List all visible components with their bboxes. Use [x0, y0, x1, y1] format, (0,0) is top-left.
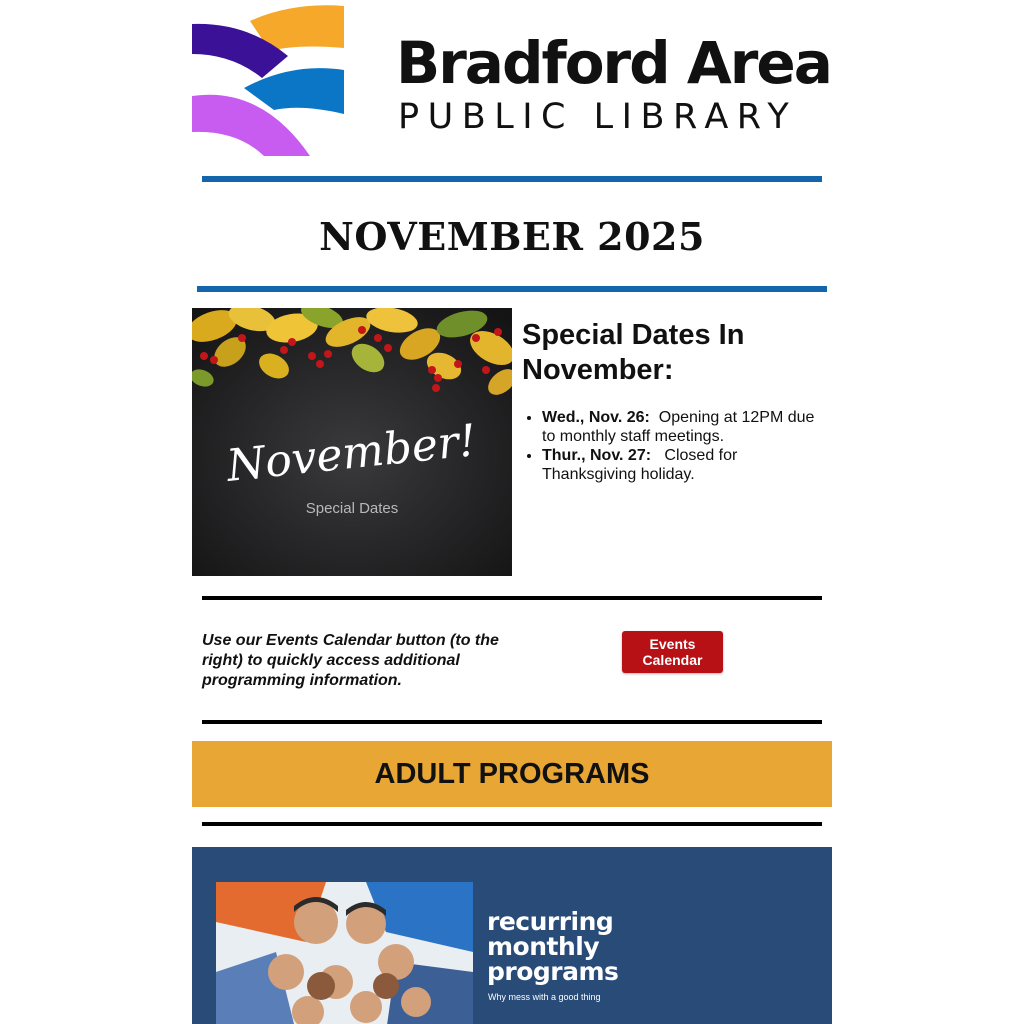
- divider-blue-bottom: [197, 286, 827, 292]
- brand-subtitle: PUBLIC LIBRARY: [398, 97, 798, 137]
- recurring-title-line: programs: [487, 957, 619, 986]
- special-dates-section: [522, 318, 822, 484]
- newsletter-month-title: NOVEMBER 2025: [319, 214, 705, 259]
- list-item: [542, 446, 822, 484]
- recurring-title-line: recurring: [487, 907, 614, 936]
- special-dates-heading: Special Dates In November:: [522, 319, 745, 386]
- divider-black-2: [202, 720, 822, 724]
- newsletter-column: [192, 0, 832, 1024]
- adult-programs-banner: [192, 741, 832, 807]
- divider-black-3: [202, 822, 822, 826]
- events-calendar-button-label: Events Calendar: [642, 636, 703, 668]
- group-photo-image: [216, 882, 473, 1024]
- recurring-programs-banner[interactable]: [192, 847, 832, 1024]
- recurring-programs-title: [487, 909, 618, 984]
- events-calendar-note: Use our Events Calendar button (to the right) to quickly access additional programming information.: [202, 632, 499, 689]
- divider-black-1: [202, 596, 822, 600]
- november-script-text: November!: [224, 415, 479, 492]
- special-date-text: Opening at 12PM due to monthly staff meetings.: [542, 409, 815, 445]
- brand-name: Bradford Area: [396, 29, 831, 97]
- special-dates-image-caption: Special Dates: [305, 500, 399, 517]
- special-date-text: Closed for Thanksgiving holiday.: [542, 447, 738, 483]
- special-date-label: Wed., Nov. 26:: [542, 409, 650, 426]
- recurring-programs-tagline: Why mess with a good thing: [488, 992, 601, 1002]
- list-item: [542, 408, 822, 446]
- special-dates-list: [522, 408, 822, 484]
- library-logo[interactable]: [192, 4, 832, 160]
- special-date-label: Thur., Nov. 27:: [542, 447, 652, 464]
- library-arc-logo-icon: [192, 4, 346, 158]
- divider-blue-top: [202, 176, 822, 182]
- recurring-title-line: monthly: [487, 932, 600, 961]
- november-special-dates-image[interactable]: [192, 308, 512, 576]
- events-calendar-button[interactable]: [622, 631, 723, 673]
- adult-programs-heading: ADULT PROGRAMS: [374, 757, 650, 790]
